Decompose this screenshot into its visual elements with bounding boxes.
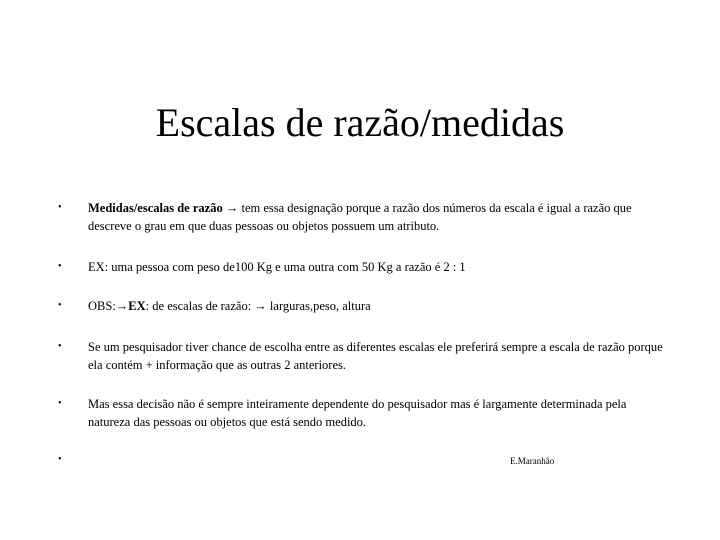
- arrow-icon: →: [225, 201, 239, 215]
- bullet-text: EX: uma pessoa com peso de100 Kg e uma outra com 50 Kg a razão é 2 : 1: [88, 260, 466, 274]
- author-signature: E.Maranhão: [510, 456, 555, 466]
- arrow-icon: →: [115, 299, 129, 313]
- bullet-text: : de escalas de razão:: [145, 299, 252, 313]
- bullet-dot: •: [58, 261, 62, 272]
- arrow-icon: →: [254, 299, 267, 313]
- bullet-bold-term: EX: [128, 299, 146, 313]
- bullet-dot: •: [58, 341, 62, 352]
- bullet-prefix: OBS:: [88, 299, 116, 313]
- bullet-suffix: larguras,peso, altura: [266, 299, 371, 313]
- bullet-bold-term: Medidas/escalas de razão: [88, 201, 223, 215]
- bullet-text: tem essa designação porque a razão dos números da escala é igual a razão que descreve o grau em que duas pessoas ou objetos possuem um atributo.: [88, 201, 632, 233]
- slide-title: Escalas de razão/medidas: [155, 99, 565, 145]
- bullet-text: Mas essa decisão não é sempre inteiramente dependente do pesquisador mas é largamente determinada pela natureza das pessoas ou objetos que está sendo medido.: [88, 397, 627, 429]
- bullet-dot: •: [58, 398, 62, 409]
- bullet-dot: •: [58, 202, 62, 213]
- bullet-dot-empty: •: [58, 454, 62, 465]
- bullet-text: Se um pesquisador tiver chance de escolha entre as diferentes escalas ele preferirá sempre a escala de razão porque ela contém + informação que as outras 2 anteriores.: [88, 340, 663, 372]
- bullet-dot: •: [58, 300, 62, 311]
